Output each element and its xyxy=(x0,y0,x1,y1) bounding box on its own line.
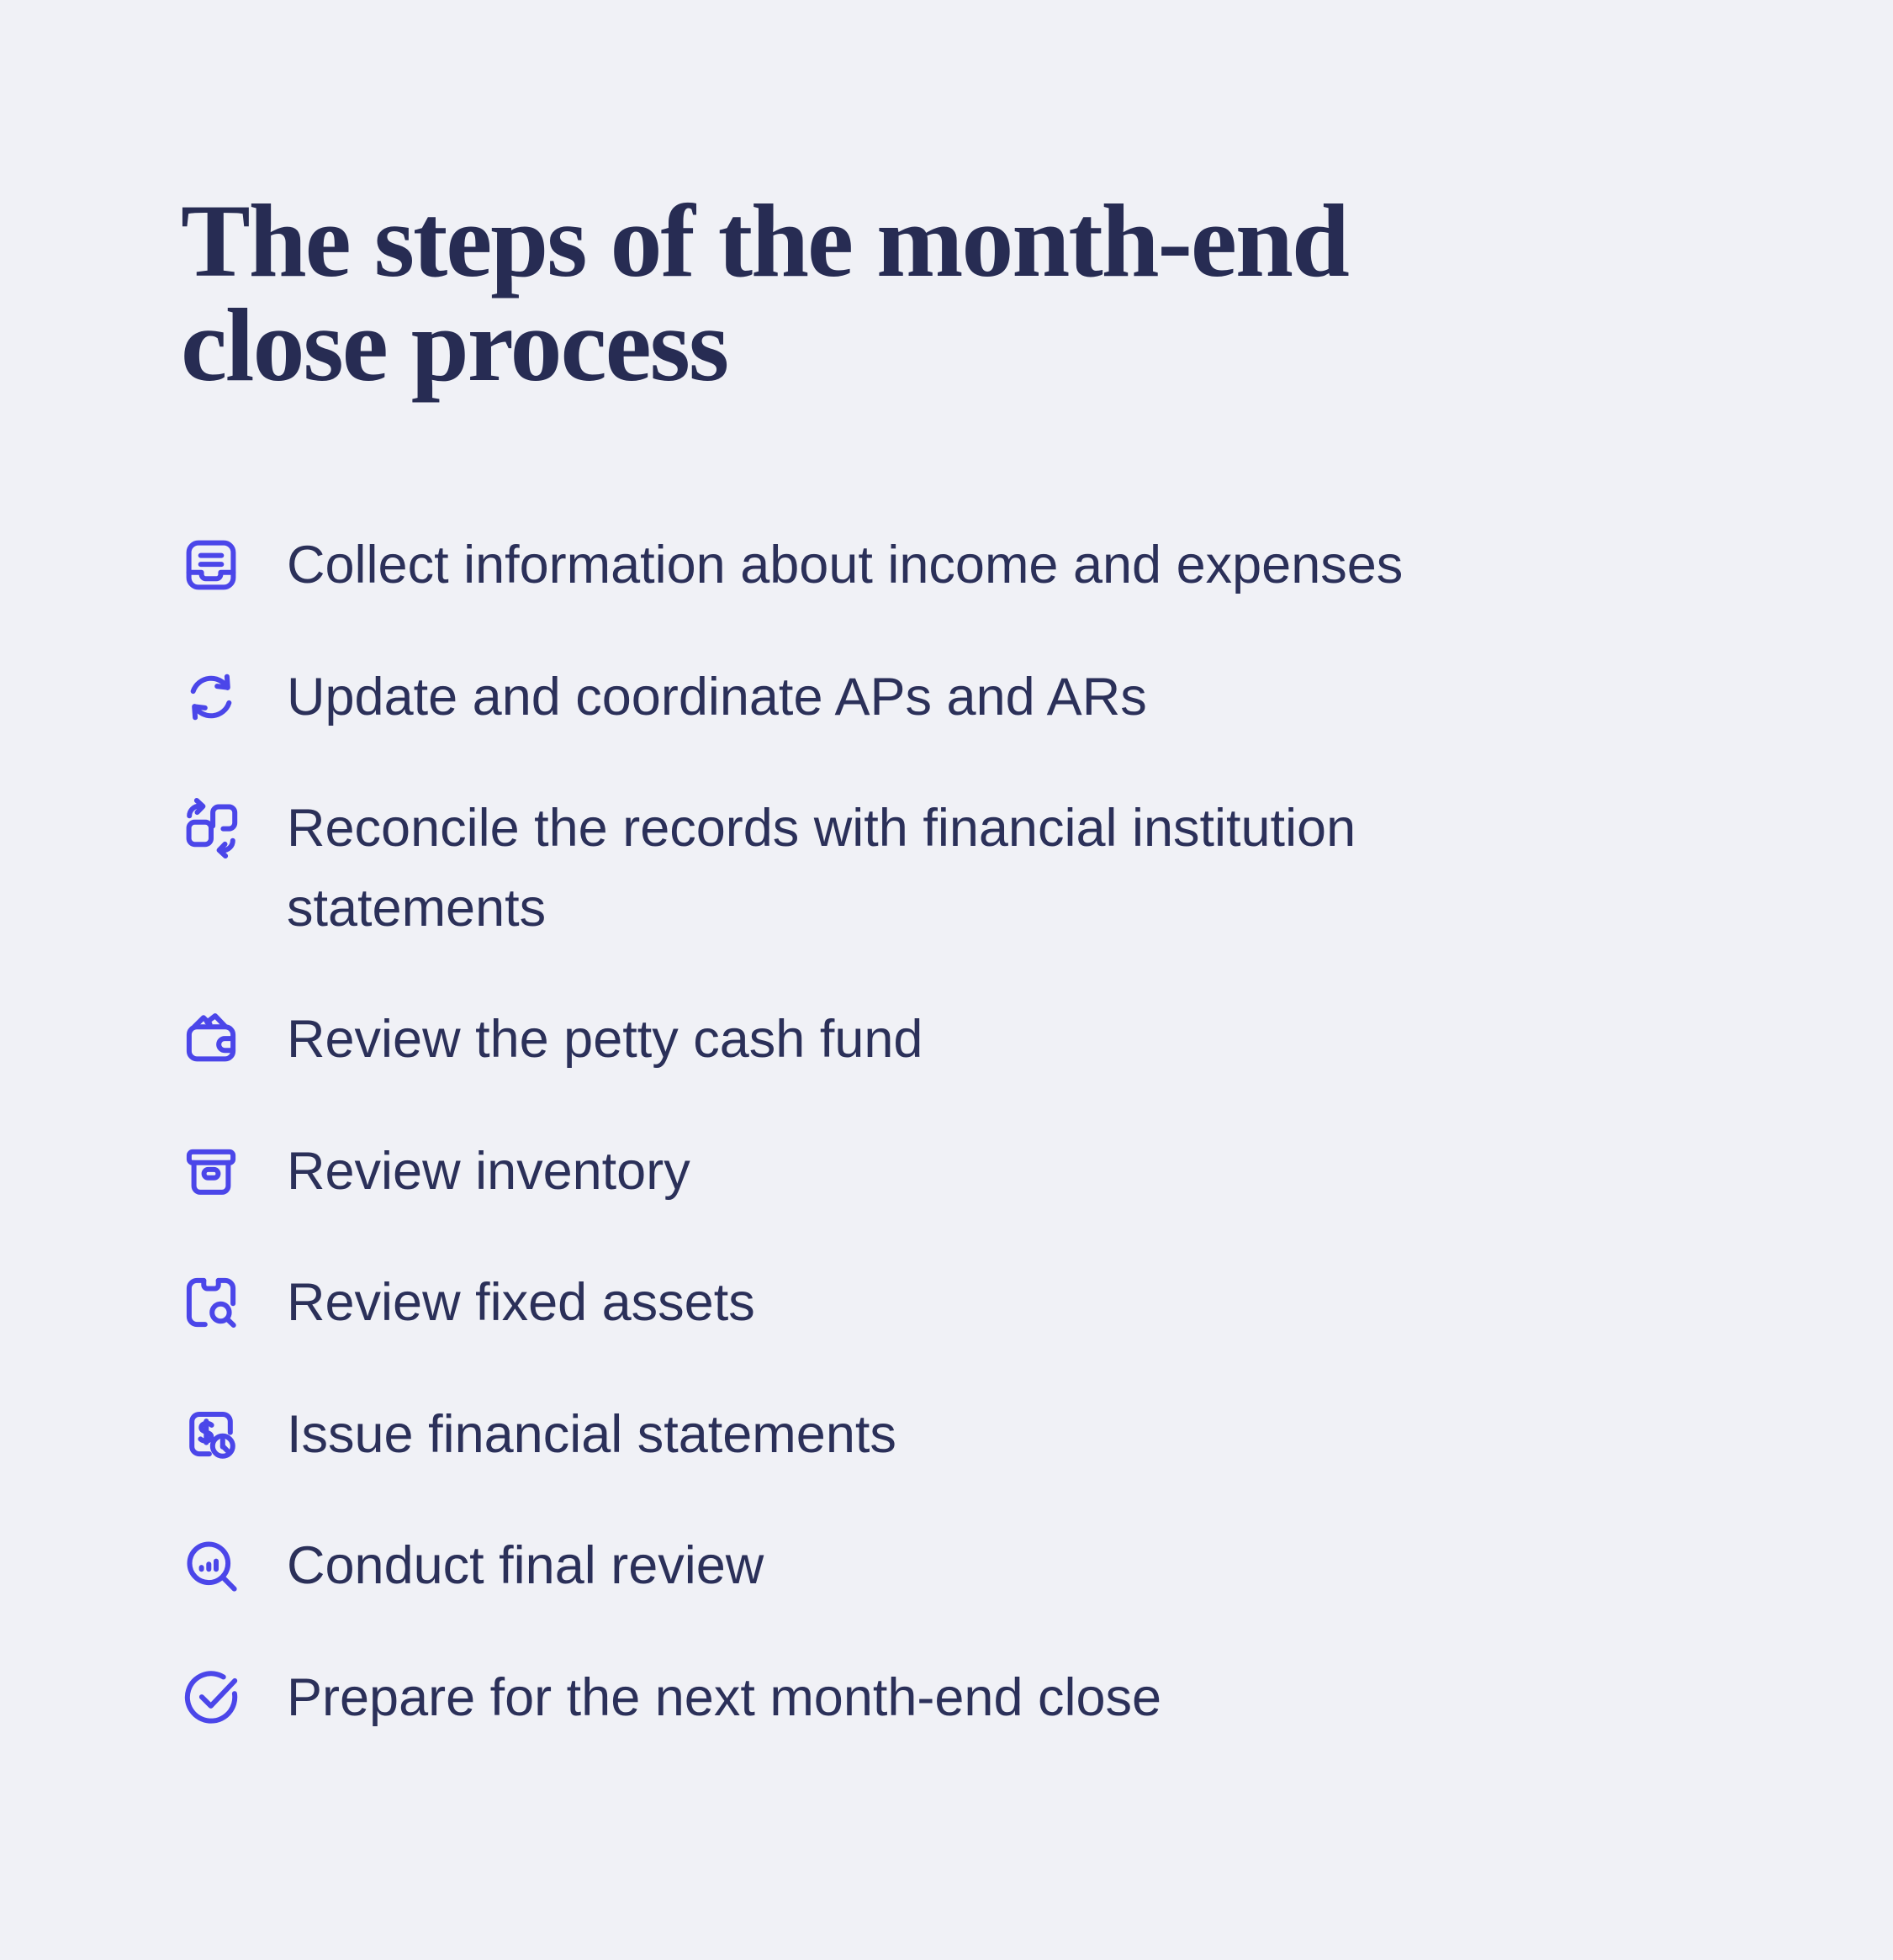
storage-box-icon xyxy=(181,1132,241,1211)
step-row xyxy=(181,1526,1792,1606)
step-label: Issue financial statements xyxy=(287,1404,896,1464)
step-label: Review the petty cash fund xyxy=(287,1010,923,1069)
inbox-tray-icon xyxy=(181,526,241,605)
icon-glyph xyxy=(181,1535,241,1596)
step-row xyxy=(181,789,1792,948)
step-label: Prepare for the next month-end close xyxy=(287,1667,1162,1727)
step-row xyxy=(181,1263,1792,1343)
steps-list xyxy=(181,526,1792,1737)
page-title xyxy=(181,183,1792,403)
package-search-icon xyxy=(181,1263,241,1342)
step-label: Collect information about income and expenses xyxy=(287,536,1404,594)
step-label: Review fixed assets xyxy=(287,1273,755,1332)
check-circle-icon xyxy=(181,1658,241,1737)
magnifier-chart-icon xyxy=(181,1526,241,1605)
step-row xyxy=(181,1658,1792,1738)
step-label: Reconcile the records with financial institution statements xyxy=(287,799,1356,938)
step-row xyxy=(181,658,1792,737)
icon-glyph xyxy=(181,1272,241,1333)
icon-glyph xyxy=(181,535,241,595)
icon-glyph xyxy=(181,1141,241,1202)
step-row xyxy=(181,1132,1792,1212)
icon-glyph xyxy=(181,1667,241,1728)
icon-glyph xyxy=(181,667,241,727)
icon-glyph xyxy=(181,798,241,858)
sync-arrows-icon xyxy=(181,658,241,737)
page-title-line-2: close process xyxy=(181,288,728,403)
step-row xyxy=(181,526,1792,605)
wallet-icon xyxy=(181,1000,241,1079)
icon-glyph xyxy=(181,1009,241,1070)
step-label: Review inventory xyxy=(287,1141,690,1201)
page-title-line-1: The steps of the month-end xyxy=(181,183,1348,298)
swap-squares-icon xyxy=(181,789,241,868)
step-label: Update and coordinate APs and ARs xyxy=(287,667,1147,726)
step-row xyxy=(181,1000,1792,1080)
step-label: Conduct final review xyxy=(287,1536,764,1595)
step-row xyxy=(181,1395,1792,1475)
dollar-statement-icon xyxy=(181,1395,241,1474)
icon-glyph xyxy=(181,1404,241,1465)
